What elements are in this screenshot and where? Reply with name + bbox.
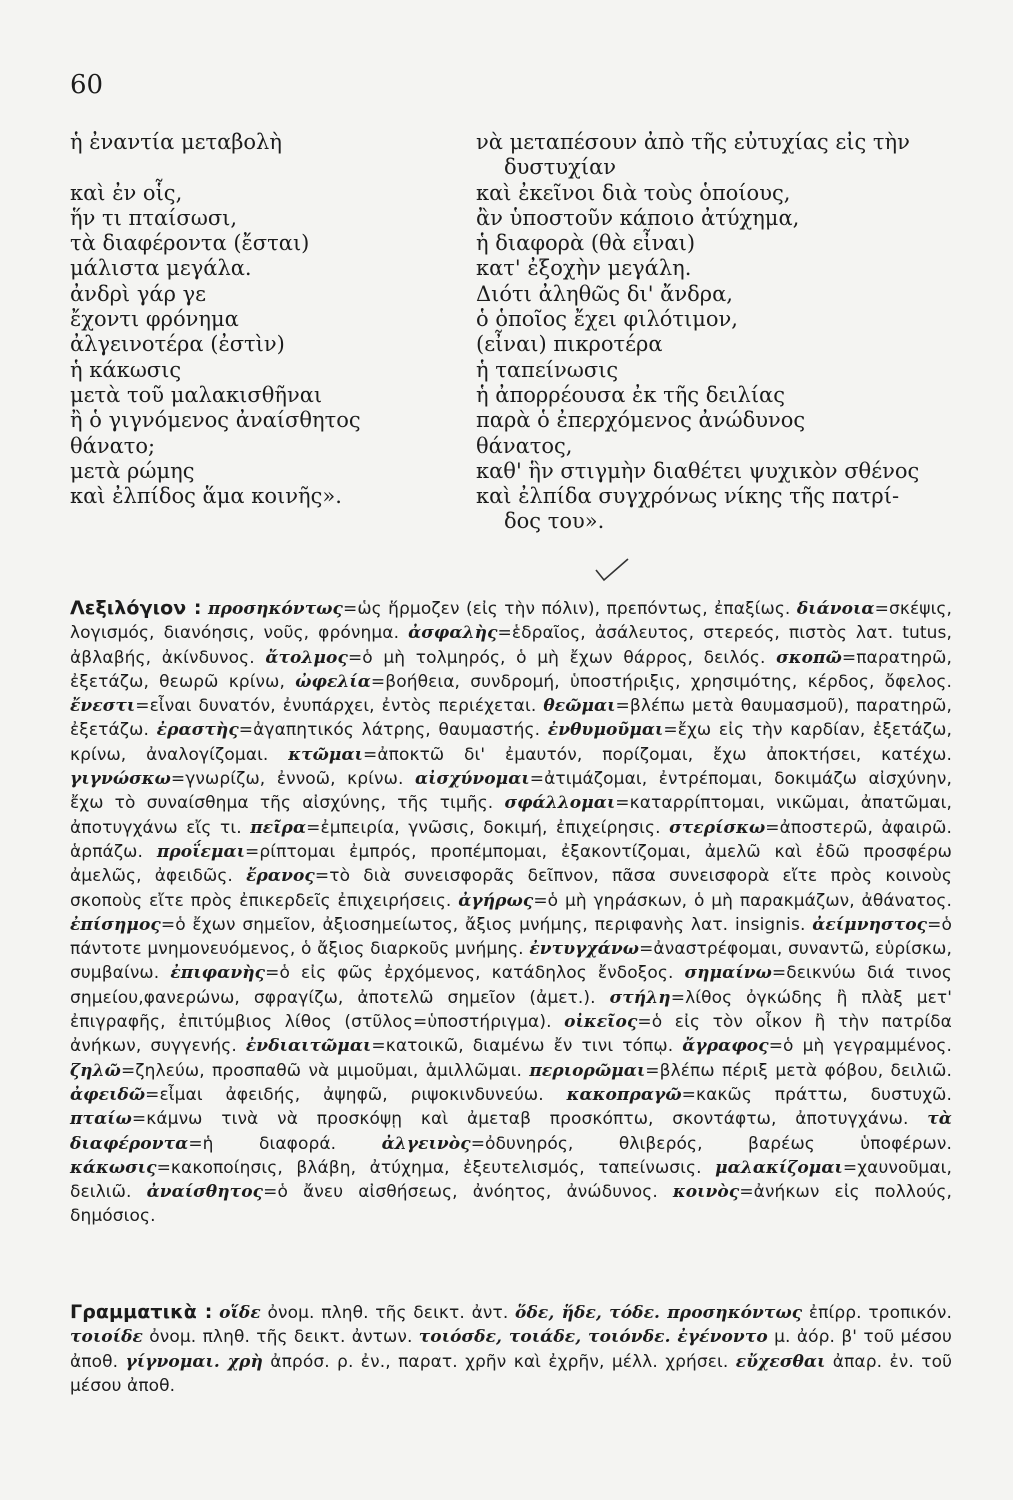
vocab-term: σκοπῶ [776,647,842,668]
vocab-term: στερίσκω [669,817,766,838]
greek-line: τὰ διαφέροντα (ἔσται) [70,231,310,256]
vocab-term: ἔνεστι [70,696,136,717]
vocab-term: οἰκεῖος [564,1012,638,1033]
vocab-definition: =ἀτιμάζομαι, ἐντρέπομαι, δοκιμάζω αἰσχύνην, ἔχω τὸ συναίσθημα τῆς αἰσχύνης, τῆς τιμῆς. [70,769,952,814]
vocab-term: γιγνώσκω [70,769,171,790]
vocab-term: κοινὸς [672,1182,740,1203]
grammar-term: οἵδε [219,1303,261,1323]
vocab-term: ζηλῶ [70,1060,121,1081]
vocab-term: ἔρανος [246,866,315,887]
grammar-note: μ. ἀόρ. β' τοῦ μέσου ἀποθ. [70,1327,952,1372]
vocab-definition: =εἶναι δυνατόν, ἐνυπάρχει, ἐντὸς περιέχεται. [135,696,537,717]
vocab-definition: =λίθος ὀγκώδης ἢ πλὰξ μετ' ἐπιγραφῆς, ἐπιτύμβιος λίθος (στῦλος=ὑποστήριγμα). [70,987,953,1033]
grammar-note: ὀνομ. πληθ. τῆς δεικτ. ἀντων. [142,1327,419,1348]
vocab-term: ἄτολμος [265,647,348,668]
vocab-term: προΐεμαι [156,841,246,862]
greek-line: θάνατο; [70,433,156,458]
vocab-term: ἐνθυμοῦμαι [547,720,664,741]
greek-line: ἀλγεινοτέρα (ἐστὶν) [70,332,285,357]
vocab-definition: =κατοικῶ, διαμένω ἔν τινι τόπῳ. [371,1036,674,1057]
vocab-definition: =ὁ μὴ γηράσκων, ὁ μὴ παρακμάζων, ἀθάνατος. [533,890,952,911]
vocab-definition: =ἀνήκων εἰς πολλούς, δημόσιος. [70,1182,952,1227]
translation-line: ἡ διαφορὰ (θὰ εἶναι) [476,231,696,256]
vocab-term: ἐραστὴς [156,720,239,741]
greek-line: ἀνδρὶ γάρ γε [70,281,207,306]
checkmark-icon [592,556,632,586]
vocab-definition: =κάμνω τινὰ νὰ προσκόψῃ καὶ ἀμεταβ προσκόπτω, σκοντάφτω, ἀποτυγχάνω. [131,1109,909,1130]
greek-line: μετὰ ρώμης [70,458,195,483]
greek-text-column [70,130,470,509]
vocab-definition: =βλέπω μετὰ θαυμασμοῦ), παρατηρῶ, ἐξετάζω. [70,696,952,741]
vocab-definition: =σκέψις, λογισμός, διανόησις, νοῦς, φρόνημα. [70,599,952,644]
vocab-definition: =ζηλεύω, προσπαθῶ νὰ μιμοῦμαι, ἁμιλλῶμαι. [120,1060,523,1081]
grammar-section [70,1300,952,1398]
greek-line: μάλιστα μεγάλα. [70,256,252,281]
vocab-term: ἄγραφος [682,1036,769,1057]
vocab-definition: =ὁ ἄνευ αἰσθήσεως, ἀνόητος, ἀνώδυνος. [263,1182,658,1203]
greek-line: ἡ κάκωσις [70,357,182,382]
greek-line: μετὰ τοῦ μαλακισθῆναι [70,382,323,407]
vocabulary-heading: Λεξιλόγιον : [70,597,202,619]
greek-line: ἥν τι πταίσωσι, [70,205,238,230]
translation-line: καθ' ἣν στιγμὴν διαθέτει ψυχικὸν σθένος [476,458,920,483]
greek-line: καὶ ἐν οἷς, [70,180,183,205]
vocab-term: ἀείμνηστος [812,914,928,935]
vocab-definition: =γνωρίζω, ἐννοῶ, κρίνω. [170,769,404,790]
vocab-term: περιορῶμαι [529,1060,646,1081]
vocab-definition: =ρίπτομαι ἐμπρός, προπέμπομαι, ἐξακοντίζομαι, ἀμελῶ καὶ ἐδῶ προσφέρω ἀμελῶς, ἀφειδῶς. [70,841,952,887]
page-number: 60 [70,70,104,100]
vocab-term: ἀναίσθητος [146,1182,264,1203]
vocabulary-section [70,596,952,1229]
translation-line: καὶ ἐλπίδα συγχρόνως νίκης τῆς πατρί- [476,484,900,509]
vocab-definition: =ἡ διαφορά. [188,1133,337,1154]
vocab-term: προσηκόντως [208,599,343,619]
vocab-definition: =ὡς ἥρμοζεν (εἰς τὴν πόλιν), πρεπόντως, ἐπαξίως. [342,599,791,619]
translation-line: (εἶναι) πικροτέρα [476,332,663,357]
vocab-term: κακοπραγῶ [566,1084,682,1105]
vocab-term: σημαίνω [684,963,772,984]
vocab-definition: =ὁ μὴ γεγραμμένος. [768,1036,952,1057]
vocab-definition: =ὀδυνηρός, θλιβερός, βαρέως ὑποφέρων. [470,1133,952,1154]
vocab-definition: =βοήθεια, συνδρομή, ὑποστήριξις, χρησιμότης, κέρδος, ὄφελος. [370,671,952,692]
translation-column [476,130,976,535]
vocab-term: σφάλλομαι [504,793,616,814]
greek-line: καὶ ἐλπίδος ἅμα κοινῆς». [70,484,342,509]
greek-line [70,155,470,180]
vocab-definition: =ὁ πάντοτε μνημονευόμενος, ὁ ἄξιος διαρκοῦς μνήμης. [70,914,952,960]
vocab-definition: =ὁ εἰς φῶς ἐρχόμενος, κατάδηλος ἔνδοξος. [265,963,674,984]
translation-line: νὰ μεταπέσουν ἀπὸ τῆς εὐτυχίας εἰς τὴν [476,130,910,154]
vocab-term: θεῶμαι [543,696,616,717]
vocab-definition: =ἀναστρέφομαι, συναντῶ, εὑρίσκω, συμβαίνω. [70,939,952,984]
vocab-definition: =ἐμπειρία, γνῶσις, δοκιμή, ἐπιχείρησις. [306,817,661,838]
translation-line: δυστυχίαν [504,155,617,180]
translation-line: καὶ ἐκεῖνοι διὰ τοὺς ὁποίους, [476,180,791,205]
vocab-definition: =ὁ μὴ τολμηρός, ὁ μὴ ἔχων θάρρος, δειλός. [347,647,766,668]
greek-line: ἔχοντι φρόνημα [70,307,239,332]
vocab-term: κτῶμαι [288,744,363,765]
vocab-definition: =χαυνοῦμαι, δειλιῶ. [70,1157,952,1203]
grammar-term: τοιόσδε, τοιάδε, τοιόνδε. ἐγένοντο [418,1327,768,1348]
vocab-definition: =τὸ διὰ συνεισφορᾶς δεῖπνον, πᾶσα συνεισφορὰ εἴτε πρὸς κοινοὺς σκοποὺς εἴτε πρὸς ἐπικερδεῖς ἐπιχειρήσεις. [70,866,952,911]
translation-line: ὁ ὁποῖος ἔχει φιλότιμον, [476,307,738,332]
vocab-term: διάνοια [796,599,875,619]
vocab-term: ἐπιφανὴς [170,963,266,984]
grammar-term: ὅδε, ἥδε, τόδε. προσηκόντως [515,1303,803,1323]
greek-line: ἢ ὁ γιγνόμενος ἀναίσθητος [70,408,361,433]
vocab-term: τὰ διαφέροντα [70,1109,952,1154]
vocab-definition: =ἔχω εἰς τὴν καρδίαν, ἐξετάζω, κρίνω, ἀναλογίζομαι. [70,720,952,765]
vocab-definition: =κακῶς πράττω, δυστυχῶ. [681,1084,952,1105]
vocab-definition: =ὁ ἔχων σημεῖον, ἀξιοσημείωτος, ἄξιος μνήμης, περιφανὴς λατ. insignis. [160,914,806,935]
grammar-term: τοιοίδε [70,1327,143,1348]
vocab-term: κάκωσις [70,1157,157,1178]
vocab-term: ἀφειδῶ [70,1084,146,1105]
vocab-definition: =ἑδραῖος, ἀσάλευτος, στερεός, πιστὸς λατ. tutus, ἀβλαβής, ἀκίνδυνος. [70,623,952,668]
vocab-definition: =κακοποίησις, βλάβη, ἀτύχημα, ἐξευτελισμός, ταπείνωσις. [156,1157,702,1178]
vocab-definition: =καταρρίπτομαι, νικῶμαι, ἀπατῶμαι, ἀποτυγχάνω εἴς τι. [70,793,953,838]
grammar-note: ἐπίρρ. τροπικόν. [802,1303,952,1323]
translation-line: κατ' ἐξοχὴν μεγάλη. [476,256,692,281]
vocab-term: μαλακίζομαι [715,1157,843,1178]
grammar-note: ἀπαρ. ἐν. τοῦ μέσου ἀποθ. [70,1351,953,1396]
grammar-note: ἀπρόσ. ρ. ἐν., παρατ. χρῆν καὶ ἐχρῆν, μέλλ. χρήσει. [262,1351,736,1372]
translation-line: Διότι ἀληθῶς δι' ἄνδρα, [476,281,733,306]
greek-line: ἡ ἐναντία μεταβολὴ [70,130,282,154]
grammar-heading: Γραμματικὰ : [70,1301,213,1323]
vocab-definition: =δεικνύω διά τινος σημείου,φανερώνω, σφραγίζω, ἀποτελῶ σημεῖον (ἀμετ.). [70,963,952,1008]
vocab-definition: =ὁ εἰς τὸν οἶκον ἢ τὴν πατρίδα ἀνήκων, συγγενής. [70,1012,952,1057]
vocab-term: ἐνδιαιτῶμαι [245,1036,372,1057]
vocab-definition: =εἶμαι ἀφειδής, ἀψηφῶ, ριψοκινδυνεύω. [145,1084,544,1105]
vocab-term: πταίω [70,1109,132,1130]
vocab-term: πεῖρα [250,817,307,838]
grammar-note: ὀνομ. πληθ. τῆς δεικτ. ἀντ. [260,1303,516,1323]
translation-line: θάνατος, [476,433,573,458]
translation-line: δος του». [504,509,605,534]
vocab-definition: =βλέπω πέριξ μετὰ φόβου, δειλιῶ. [645,1060,953,1081]
translation-line: παρὰ ὁ ἐπερχόμενος ἀνώδυνος [476,408,806,433]
grammar-term: εὔχεσθαι [735,1351,826,1372]
translation-line: ἡ ταπείνωσις [476,357,619,382]
vocab-term: ἐπίσημος [70,914,161,935]
translation-line: ἡ ἀπορρέουσα ἐκ τῆς δειλίας [476,382,786,407]
vocab-term: ἐντυγχάνω [529,939,640,960]
vocab-definition: =παρατηρῶ, ἐξετάζω, θεωρῶ κρίνω, [70,647,952,692]
vocab-term: ἀλγεινὸς [381,1133,471,1154]
vocab-term: στήλη [609,987,671,1008]
vocab-term: ὠφελία [295,671,371,692]
vocab-term: ἀσφαλὴς [408,623,498,644]
vocab-definition: =ἀποκτῶ δι' ἐμαυτόν, πορίζομαι, ἔχω ἀποκτήσει, κατέχω. [362,744,952,765]
vocab-term: ἀγήρως [458,890,534,911]
translation-line: ἂν ὑποστοῦν κάποιο ἀτύχημα, [476,205,800,230]
vocab-definition: =ἀποστερῶ, ἀφαιρῶ. ἁρπάζω. [70,817,952,862]
vocab-definition: =ἀγαπητικός λάτρης, θαυμαστής. [238,720,541,741]
vocab-term: αἰσχύνομαι [415,769,530,790]
grammar-term: γίγνομαι. χρὴ [125,1351,263,1372]
